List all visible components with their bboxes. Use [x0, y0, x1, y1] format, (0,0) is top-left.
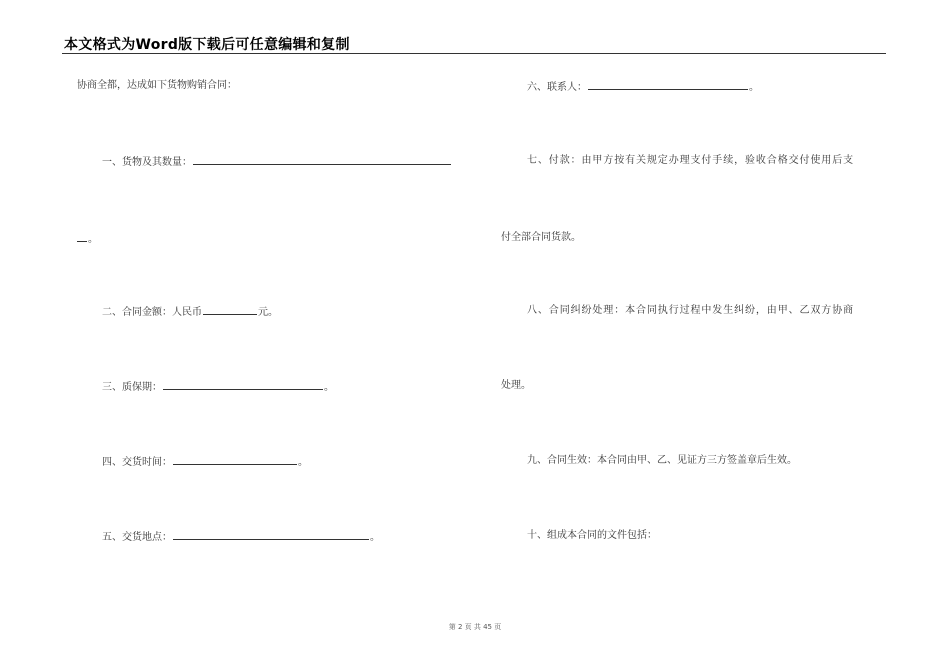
contact-blank [588, 80, 748, 90]
item-payment-continued: 付全部合同货款。 [501, 232, 581, 243]
contract-amount-label: 二、合同金额：人民币 [102, 307, 202, 318]
item-warranty [102, 380, 334, 394]
item-contract-amount [102, 305, 278, 319]
delivery-place-blank [173, 530, 369, 540]
item-goods-quantity [102, 155, 452, 169]
intro-text: 协商全都，达成如下货物购销合同： [77, 80, 237, 91]
item-goods-quantity-label: 一、货物及其数量： [102, 157, 192, 168]
item-contact [527, 80, 759, 94]
item-documents: 十、组成本合同的文件包括： [527, 530, 657, 541]
warranty-end: 。 [324, 382, 334, 393]
item-payment: 七、付款：由甲方按有关规定办理支付手续，验收合格交付使用后支 [527, 155, 854, 166]
item-dispute-continued: 处理。 [501, 380, 531, 391]
warranty-label: 三、质保期： [102, 382, 162, 393]
item-goods-quantity-continued [77, 232, 98, 246]
delivery-time-label: 四、交货时间： [102, 457, 172, 468]
contract-amount-blank [203, 305, 257, 315]
contract-amount-unit: 元。 [258, 307, 278, 318]
delivery-place-end: 。 [370, 532, 380, 543]
contact-label: 六、联系人： [527, 82, 587, 93]
document-header-title: 本文格式为Word版下载后可任意编辑和复制 [64, 37, 350, 53]
warranty-blank [163, 380, 323, 390]
goods-quantity-end: 。 [88, 234, 98, 245]
header-divider [62, 53, 886, 54]
item-dispute: 八、合同纠纷处理：本合同执行过程中发生纠纷，由甲、乙双方协商 [527, 305, 854, 316]
item-effective: 九、合同生效：本合同由甲、乙、见证方三方签盖章后生效。 [527, 455, 797, 466]
item-delivery-place [102, 530, 380, 544]
item-delivery-time [102, 455, 308, 469]
delivery-time-end: 。 [298, 457, 308, 468]
delivery-time-blank [173, 455, 297, 465]
goods-quantity-blank [193, 155, 451, 165]
page-number: 第 2 页 共 45 页 [448, 623, 502, 631]
delivery-place-label: 五、交货地点： [102, 532, 172, 543]
goods-quantity-blank-continued [77, 232, 87, 242]
contact-end: 。 [749, 82, 759, 93]
